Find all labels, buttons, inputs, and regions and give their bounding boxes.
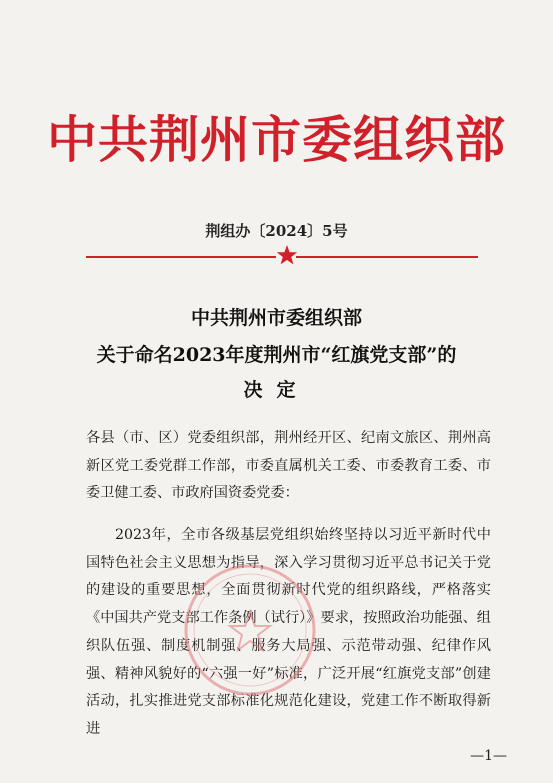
red-divider-left (86, 256, 276, 258)
seal-stamp-icon (180, 560, 320, 700)
decision-title-line2: 关于命名2023年度荆州市“红旗党支部”的 (96, 344, 457, 366)
page-number: —1— (470, 748, 507, 764)
decision-title-line3: 决定 (243, 379, 310, 401)
red-divider-right (296, 256, 478, 258)
star-icon (276, 244, 298, 266)
decision-title-line1: 中共荆州市委组织部 (190, 307, 362, 329)
masthead-title: 中共荆州市委组织部 (47, 110, 506, 169)
document-number: 荆组办〔2024〕5号 (205, 222, 348, 240)
addressee-paragraph: 各县（市、区）党委组织部，荆州经开区、纪南文旅区、荆州高新区党工委党群工作部，市委直属机关工委、市委教育工委、市委卫健工委、市政府国资委党委： (86, 430, 491, 502)
body-paragraph: 2023年，全市各级基层党组织始终坚持以习近平新时代中国特色社会主义思想为指导，深入学习贯彻习近平总书记关于党的建设的重要思想，全面贯彻新时代党的组织路线，严格落实《中国共产党支部工作条例（试行）》要求，按照政治功能强、组织队伍强、制度机制强、服务大局强、示范带动强、纪律作风强、精神风貌好的“六强一好”标准，广泛开展“红旗党支部”创建活动，扎实推进党支部标准化规范化建设，党建工作不断取得新进 (86, 527, 491, 737)
